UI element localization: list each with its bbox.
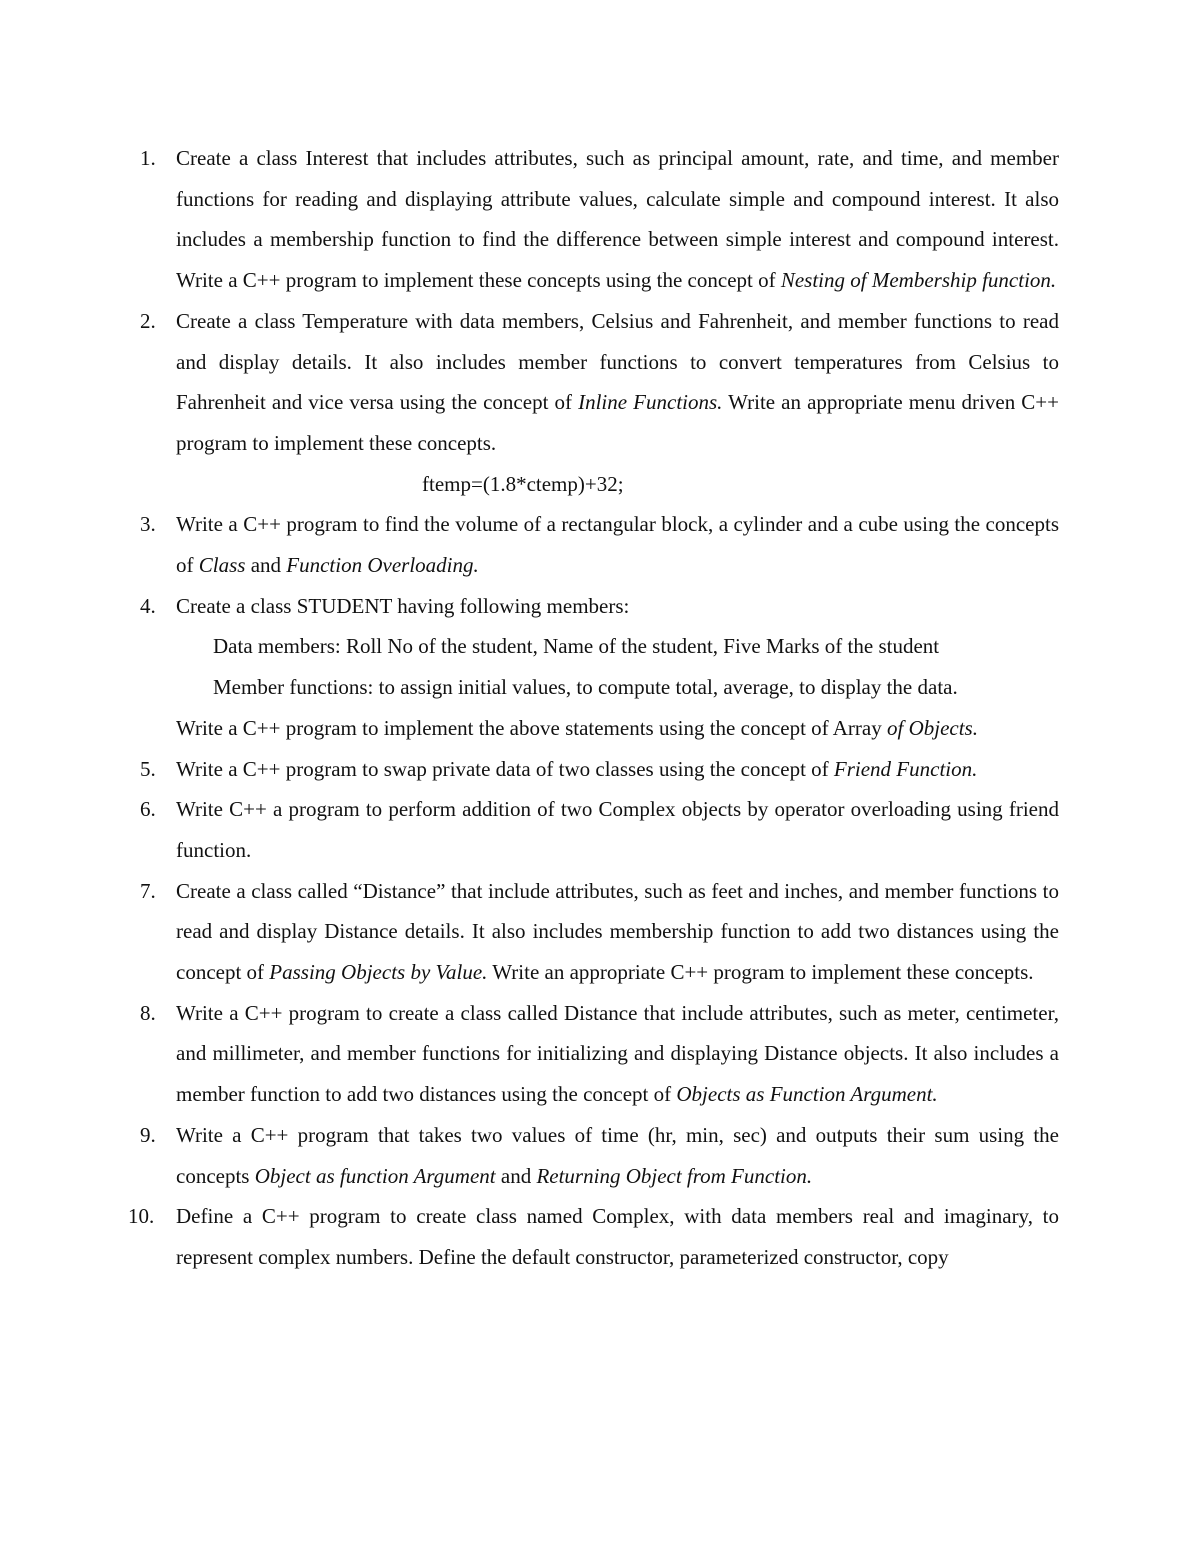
data-members-line: Data members: Roll No of the student, Name of the student, Five Marks of the student: [213, 634, 940, 659]
italic-term: Nesting of Membership function.: [780, 268, 1057, 293]
item-trailing-text: Write a C++ program to implement the above statements using the concept of Array of Objects.: [176, 715, 978, 740]
list-item-8: [0, 993, 1200, 1115]
item-text: Write a C++ program to find the volume of a rectangular block, a cylinder and a cube using the concepts of Class and Function Overloading.: [176, 512, 1059, 578]
italic-term: Objects as Function Argument.: [676, 1082, 938, 1107]
item-number: 7.: [140, 878, 156, 903]
list-item-9: [0, 1115, 1200, 1196]
list-item-1: [0, 138, 1200, 301]
list-item-10: [0, 1196, 1200, 1277]
item-number: 1.: [140, 146, 156, 170]
item-text: Write a C++ program to create a class called Distance that include attributes, such as meter, centimeter, and millimeter, and member functions for initializing and displaying Distance objects. It also includes a member function to add two distances using the concept of Objects as Function Argument.: [176, 1000, 1059, 1107]
italic-term: Passing Objects by Value.: [269, 960, 488, 985]
list-item-6: [0, 789, 1200, 870]
item-text: Create a class called “Distance” that include attributes, such as feet and inches, and member functions to read and display Distance details. It also includes membership function to add two distances using the concept of Passing Objects by Value. Write an appropriate C++ program to implement these concepts.: [176, 878, 1059, 985]
list-item-5: [0, 749, 1200, 790]
item-text: Write C++ a program to perform addition of two Complex objects by operator overloading using friend function.: [176, 797, 1059, 862]
italic-term: Object as function Argument: [254, 1163, 496, 1188]
italic-term: Friend Function.: [833, 756, 978, 781]
item-text: Create a class Interest that includes attributes, such as principal amount, rate, and time, and member functions for reading and displaying attribute values, calculate simple and compound interest. It also includes a membership function to find the difference between simple interest and compound interest. Write a C++ program to implement these concepts using the concept of Nesting of Membership function.: [176, 146, 1059, 293]
item-number: 8.: [140, 1000, 156, 1025]
italic-term: of Objects.: [886, 715, 978, 740]
item-text: Define a C++ program to create class named Complex, with data members real and imaginary, to represent complex numbers. Define the default constructor, parameterized constructor, copy: [176, 1204, 1059, 1269]
italic-term: Function Overloading.: [286, 553, 479, 578]
list-item-7: [0, 871, 1200, 993]
item-number: 6.: [140, 797, 156, 822]
list-item-4: [0, 586, 1200, 749]
item-text: Create a class STUDENT having following members:: [176, 593, 630, 618]
formula-line: ftemp=(1.8*ctemp)+32;: [422, 471, 624, 496]
item-number: 5.: [140, 756, 156, 781]
list-item-2: [0, 301, 1200, 505]
list-item-3: [0, 504, 1200, 585]
member-functions-line: Member functions: to assign initial values, to compute total, average, to display the data.: [213, 675, 958, 700]
item-number: 2.: [140, 308, 156, 333]
item-text: Write a C++ program that takes two values of time (hr, min, sec) and outputs their sum using the concepts Object as function Argument and Returning Object from Function.: [176, 1122, 1059, 1188]
item-number: 9.: [140, 1122, 156, 1147]
item-number: 4.: [140, 593, 156, 618]
italic-term: Inline Functions.: [578, 390, 723, 415]
italic-term: Returning Object from Function.: [536, 1163, 813, 1188]
item-number: 10.: [128, 1204, 155, 1229]
item-number: 3.: [140, 512, 156, 537]
italic-term: Class: [198, 553, 246, 578]
question-list: [0, 138, 1200, 1278]
item-text: Create a class Temperature with data members, Celsius and Fahrenheit, and member functions to read and display details. It also includes member functions to convert temperatures from Celsius to Fahrenheit and vice versa using the concept of Inline Functions. Write an appropriate menu driven C++ program to implement these concepts.: [176, 308, 1059, 455]
item-text: Write a C++ program to swap private data of two classes using the concept of Friend Function.: [176, 756, 978, 781]
